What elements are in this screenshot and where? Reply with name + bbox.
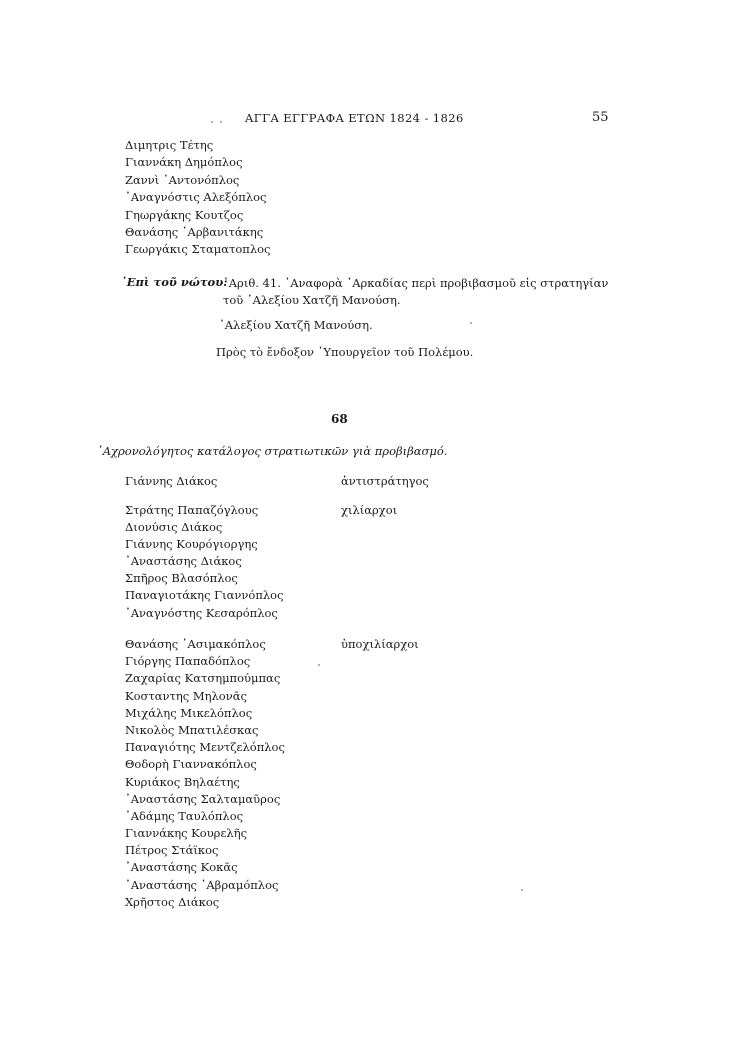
verso-line-2: τοῦ ᾿Αλεξίου Χατζῆ Μανούση.	[223, 293, 401, 307]
list-item: Γηωργάκης Κουτζος	[125, 207, 244, 222]
list-item: Γιόργης Παπαδόπλος	[125, 654, 251, 669]
verso-line-4: Πρὸς τὸ ἔνδοξον ῾Υπουργεῖον τοῦ Πολέμου.	[216, 345, 474, 359]
list-item: Παναγιοτάκης Γιαννόπλος	[125, 588, 284, 603]
list-item: Σπῆρος Βλασόπλος	[125, 571, 238, 586]
list-item: Θοδορὴ Γιαννακόπλος	[125, 757, 257, 772]
list-item: ᾿Αδάμης Ταυλόπλος	[125, 808, 244, 823]
scan-speck	[220, 121, 222, 123]
list-item: Στράτης Παπαζόγλους	[125, 503, 259, 517]
chiliarch-rank: χιλίαρχοι	[341, 503, 398, 517]
chiliarch-name-list	[125, 502, 284, 622]
list-item: ᾿Αναστάσης Κοκᾶς	[125, 860, 238, 875]
verso-line-3: ᾿Αλεξίου Χατζῆ Μανούση.	[219, 318, 373, 332]
list-item: Θανάσης ᾿Ασιμακόπλος	[125, 637, 266, 651]
list-item: Κοσταντης Μηλονᾶς	[125, 688, 247, 703]
scan-speck	[211, 121, 213, 123]
running-header: ΑΓΓΑ ΕΓΓΡΑΦΑ ΕΤΩΝ 1824 - 1826	[245, 111, 464, 125]
list-item: Μιχάλης Μικελόπλος	[125, 705, 253, 720]
list-item: Παναγιότης Μεντζελόπλος	[125, 740, 285, 755]
list-item: Γεωργάκις Σταματοπλος	[125, 242, 271, 257]
document-number: 68	[331, 412, 348, 426]
scan-speck	[318, 664, 320, 666]
list-item: Διονύσις Διάκος	[125, 520, 223, 535]
list-item: Ζαχαρίας Κατσημπούμπας	[125, 671, 281, 686]
verso-label: ᾿Επὶ τοῦ νώτου:	[121, 275, 228, 289]
list-item: Θανάσης ᾿Αρβανιτάκης	[125, 224, 264, 239]
list-item: ᾿Αναγνόστης Κεσαρόπλος	[125, 605, 278, 620]
scan-speck	[521, 889, 523, 891]
list-item: ᾿Αναγνόστις Αλεξόπλος	[125, 190, 267, 205]
list-item: ᾿Αναστάσης ᾿Αβραμόπλος	[125, 877, 279, 892]
general-name: Γιάννης Διάκος	[125, 474, 218, 488]
document-title: ᾿Αχρονολόγητος κατάλογος στρατιωτικῶν γιὰ προβιβασμό.	[97, 444, 448, 458]
list-item: Ζαννὶ ᾿Αντονόπλος	[125, 172, 240, 187]
general-rank: ἀντιστράτηγος	[341, 474, 429, 488]
list-item: Διμητρις Τέτης	[125, 138, 214, 152]
subchiliarch-name-list	[125, 636, 285, 911]
list-item: ᾿Αναστάσης Διάκος	[125, 554, 242, 569]
subchiliarch-rank: ὑποχιλίαρχοι	[341, 637, 419, 651]
list-item: Γιαννάκη Δημόπλος	[125, 155, 243, 170]
list-item: Γιαννάκης Κουρελῆς	[125, 826, 248, 841]
list-item: Πέτρος Στάϊκος	[125, 843, 219, 858]
list-item: ᾿Αναστάσης Σαλταμαῦρος	[125, 791, 281, 806]
list-item: Κυριάκος Βηλαέτης	[125, 774, 240, 789]
list-item: Νικολὸς Μπατιλέσκας	[125, 722, 259, 737]
scan-speck	[470, 322, 472, 324]
list-item: Γιάννης Κουρόγιοργης	[125, 537, 258, 552]
list-item: Χρῆστος Διάκος	[125, 894, 220, 909]
page-number: 55	[592, 110, 609, 125]
verso-line-1: ᾿Αριθ. 41. ᾿Αναφορὰ ᾿Αρκαδίας περὶ προβιβασμοῦ εἰς στρατηγίαν	[223, 276, 609, 290]
top-name-list	[125, 137, 271, 259]
